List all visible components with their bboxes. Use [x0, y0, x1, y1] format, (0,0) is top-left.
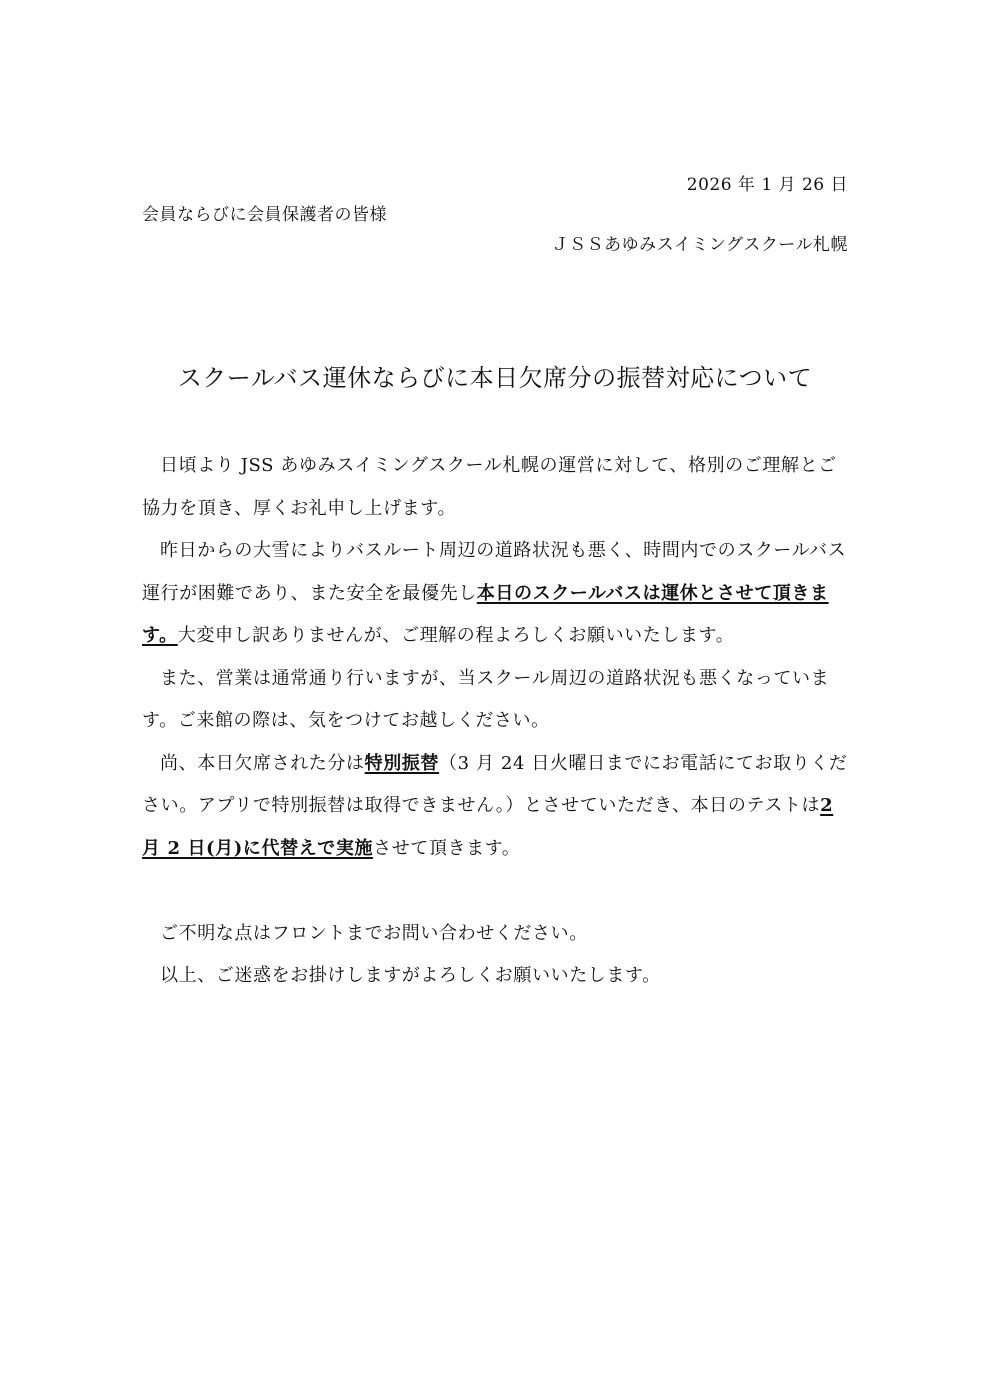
paragraph-bus-suspension	[142, 530, 850, 658]
sender-line: ＪＳＳあゆみスイミングスクール札幌	[551, 235, 848, 255]
makeup-closing-text: させて頂きます。	[373, 837, 521, 859]
bus-suspension-emphasis: 本日のスクールバスは運休とさせて頂きます。	[142, 582, 829, 646]
paragraph-closing: 以上、ご迷惑をお掛けしますがよろしくお願いいたします。	[160, 965, 661, 986]
paragraph-greeting: 日頃より JSS あゆみスイミングスクール札幌の運営に対して、格別のご理解とご協力を頂き、厚くお礼申し上げます。	[142, 455, 837, 519]
document-body	[142, 445, 850, 998]
makeup-intro-text: 尚、本日欠席された分は	[160, 752, 365, 774]
paragraph-makeup-lessons	[142, 743, 850, 871]
recipient-line: 会員ならびに会員保護者の皆様	[142, 205, 387, 225]
makeup-details-text: （3 月 24 日火曜日までにお電話にてお取りください。アプリで特別振替は取得できません。）とさせていただき、本日のテストは	[142, 752, 848, 816]
bus-suspension-text: 昨日からの大雪によりバスルート周辺の道路状況も悪く、時間内でのスクールバス運行が困難であり、また安全を最優先し	[142, 540, 847, 604]
test-date-emphasis: 2 月 2 日(月)に代替えで実施	[142, 795, 834, 859]
bus-suspension-apology: 大変申し訳ありませんが、ご理解の程よろしくお願いいたします。	[177, 625, 735, 646]
special-transfer-emphasis: 特別振替	[364, 752, 440, 774]
document-date: 2026 年 1 月 26 日	[686, 175, 848, 195]
paragraph-inquiries: ご不明な点はフロントまでお問い合わせください。	[160, 922, 588, 944]
paragraph-spacer	[142, 870, 850, 913]
document-title: スクールバス運休ならびに本日欠席分の振替対応について	[177, 364, 813, 392]
paragraph-operations: また、営業は通常通り行いますが、当スクール周辺の道路状況も悪くなっています。ご来館の際は、気をつけてお越しください。	[142, 667, 830, 731]
